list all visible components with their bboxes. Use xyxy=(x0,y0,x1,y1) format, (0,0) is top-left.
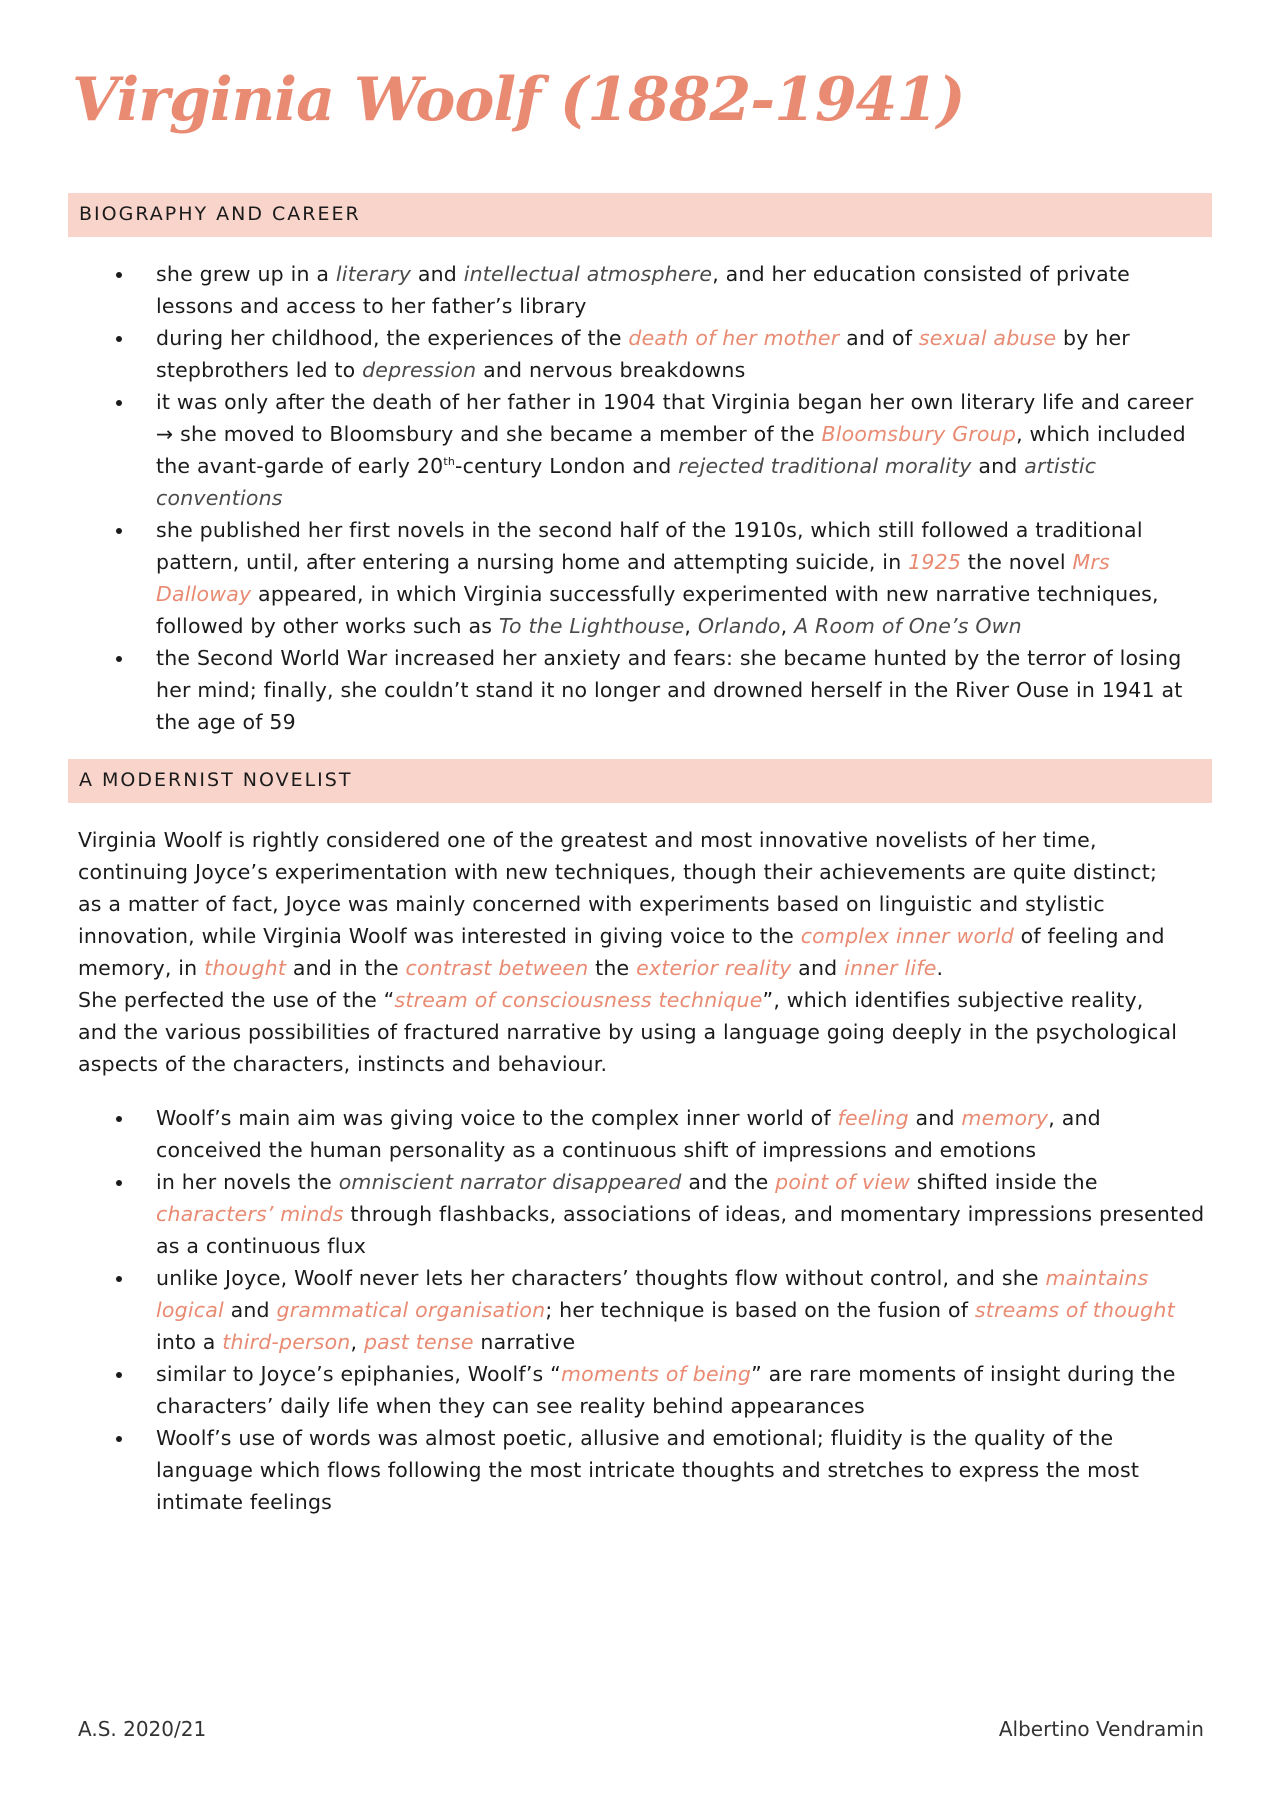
list-item: during her childhood, the experiences of the death of her mother and of sexual abuse by her stepbrothers led to depression and nervous breakdowns xyxy=(0,322,1210,386)
highlight-term: contrast between xyxy=(405,956,589,980)
section-heading-biography: BIOGRAPHY AND CAREER xyxy=(68,193,1212,237)
highlight-term: point of view xyxy=(775,1170,911,1194)
list-item: she published her first novels in the second half of the 1910s, which still followed a traditional pattern, until, after entering a nursing home and attempting suicide, in 1925 the novel Mrs Dalloway appeared, in which Virginia successfully experimented with new narrative techniques, followed by other works such as To the Lighthouse, Orlando, A Room of One’s Own xyxy=(0,514,1210,642)
highlight-term: characters’ minds xyxy=(156,1202,344,1226)
highlight-term: Mrs Dalloway xyxy=(156,550,1110,606)
highlight-term: memory xyxy=(961,1106,1049,1130)
modernist-bullet-list xyxy=(0,1102,1210,1518)
highlight-term: 1925 xyxy=(908,550,962,574)
highlight-term: stream of consciousness technique xyxy=(394,988,763,1012)
italic-term: intellectual atmosphere xyxy=(463,262,713,286)
biography-bullet-list xyxy=(0,258,1210,738)
italic-term: artistic conventions xyxy=(156,454,1097,510)
highlight-term: maintains logical xyxy=(156,1266,1149,1322)
highlight-term: feeling xyxy=(837,1106,909,1130)
highlight-term: inner life xyxy=(844,956,937,980)
italic-term: Orlando xyxy=(697,614,781,638)
italic-term: literary xyxy=(335,262,412,286)
highlight-term: streams of thought xyxy=(974,1298,1175,1322)
section-heading-modernist: A MODERNIST NOVELIST xyxy=(68,759,1212,803)
highlight-term: exterior reality xyxy=(636,956,792,980)
list-item: Woolf’s main aim was giving voice to the complex inner world of feeling and memory, and conceived the human personality as a continuous shift of impressions and emotions xyxy=(0,1102,1210,1166)
list-item: similar to Joyce’s epiphanies, Woolf’s “moments of being” are rare moments of insight during the characters’ daily life when they can see reality behind appearances xyxy=(0,1358,1210,1422)
highlight-term: complex inner world xyxy=(800,924,1014,948)
highlight-term: past tense xyxy=(363,1330,474,1354)
list-item: the Second World War increased her anxiety and fears: she became hunted by the terror of losing her mind; finally, she couldn’t stand it no longer and drowned herself in the River Ouse in 1941 at the age of 59 xyxy=(0,642,1210,738)
list-item: she grew up in a literary and intellectual atmosphere, and her education consisted of private lessons and access to her father’s library xyxy=(0,258,1210,322)
highlight-term: thought xyxy=(204,956,287,980)
footer-author: Albertino Vendramin xyxy=(998,1717,1204,1741)
list-item: unlike Joyce, Woolf never lets her characters’ thoughts flow without control, and she maintains logical and grammatical organisation; her technique is based on the fusion of streams of thought into a third-person, past tense narrative xyxy=(0,1262,1210,1358)
modernist-paragraph: Virginia Woolf is rightly considered one of the greatest and most innovative novelists of her time, continuing Joyce’s experimentation with new techniques, though their achievements are quite distinct; as a matter of fact, Joyce was mainly concerned with experiments based on linguistic and stylistic innovation, while Virginia Woolf was interested in giving voice to the complex inner world of feeling and memory, in thought and in the contrast between the exterior reality and inner life. She perfected the use of the “stream of consciousness technique”, which identifies subjective reality, and the various possibilities of fractured narrative by using a language going deeply in the psychological aspects of the characters, instincts and behaviour. xyxy=(78,828,1178,1076)
list-item: it was only after the death of her father in 1904 that Virginia began her own literary life and career → she moved to Bloomsbury and she became a member of the Bloomsbury Group, which included the avant-garde of early 20th-century London and rejected traditional morality and artistic conventions xyxy=(0,386,1210,514)
highlight-term: death of her mother xyxy=(628,326,840,350)
highlight-term: third-person xyxy=(222,1330,351,1354)
italic-term: depression xyxy=(362,358,477,382)
italic-term: rejected traditional morality xyxy=(678,454,972,478)
page-title: Virginia Woolf (1882-1941) xyxy=(72,65,965,135)
highlight-term: Bloomsbury Group xyxy=(821,422,1017,446)
highlight-term: grammatical organisation xyxy=(276,1298,546,1322)
highlight-term: sexual abuse xyxy=(918,326,1057,350)
superscript: th xyxy=(443,455,456,469)
italic-term: To the Lighthouse xyxy=(498,614,685,638)
highlight-term: moments of being xyxy=(560,1362,752,1386)
italic-term: A Room of One’s Own xyxy=(794,614,1022,638)
list-item: in her novels the omniscient narrator disappeared and the point of view shifted inside the characters’ minds through flashbacks, associations of ideas, and momentary impressions presented as a continuous flux xyxy=(0,1166,1210,1262)
italic-term: omniscient narrator disappeared xyxy=(338,1170,682,1194)
footer-school-year: A.S. 2020/21 xyxy=(78,1717,207,1741)
list-item: Woolf’s use of words was almost poetic, allusive and emotional; fluidity is the quality of the language which flows following the most intricate thoughts and stretches to express the most intimate feelings xyxy=(0,1422,1210,1518)
